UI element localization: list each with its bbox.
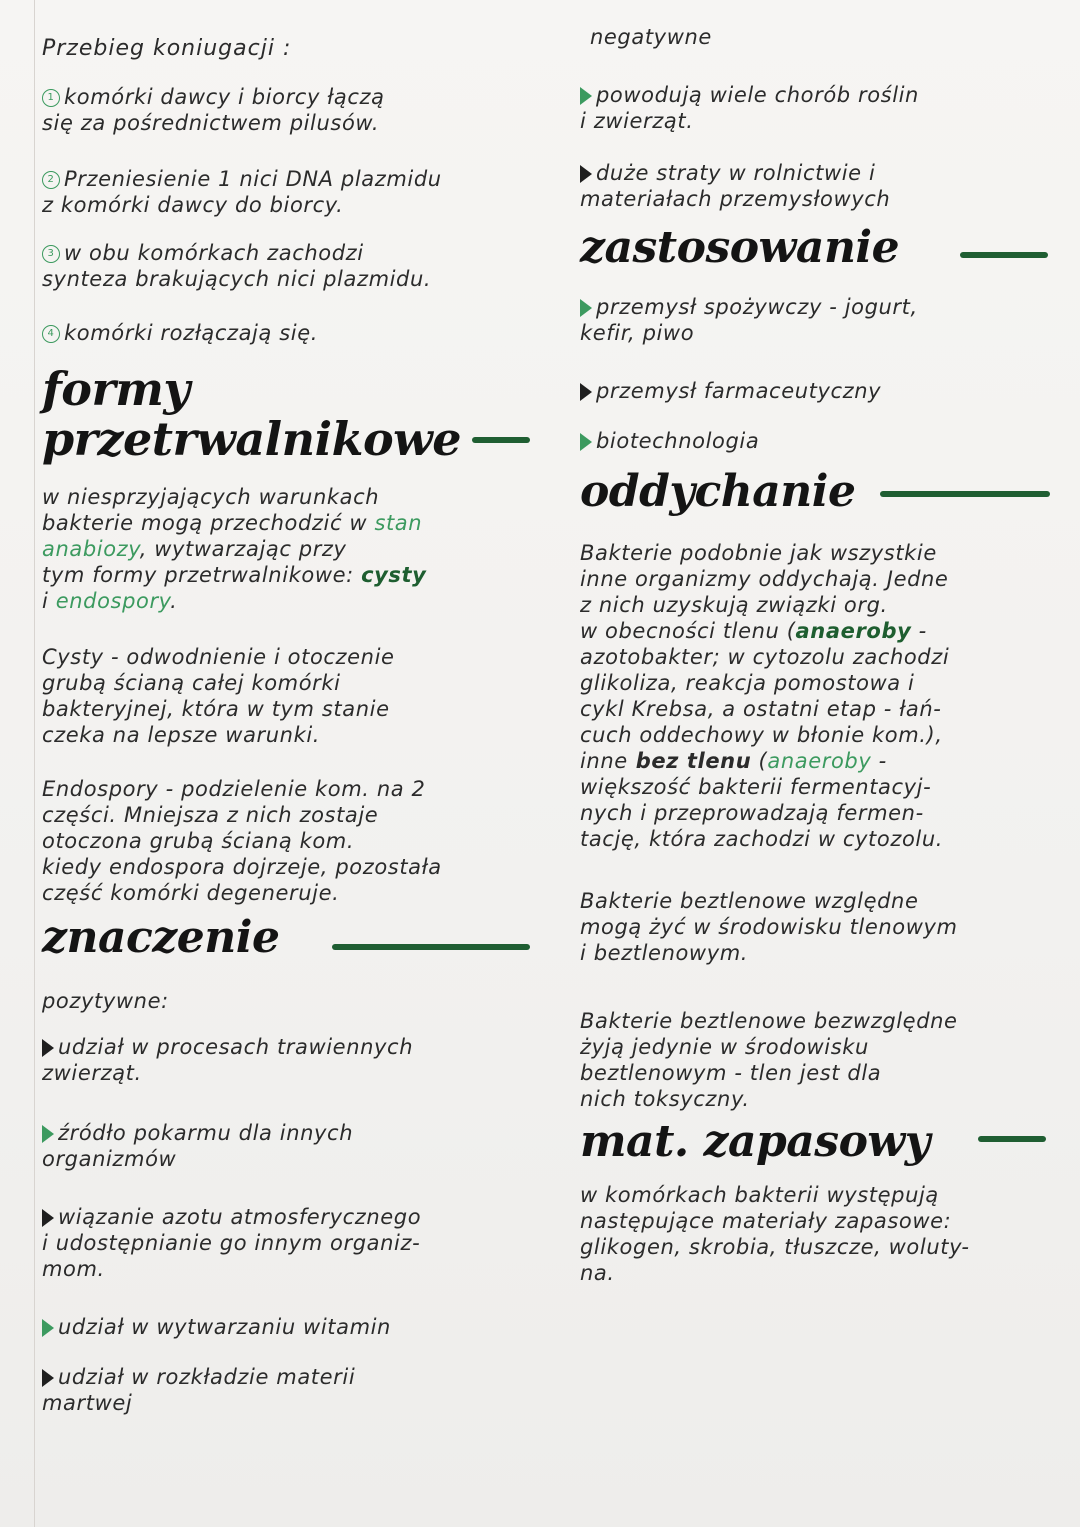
- negatywne-item: duże straty w rolnictwie i materiałach przemysłowych: [580, 161, 891, 211]
- step-text: Przeniesienie 1 nici DNA plazmidu z komórki dawcy do biorcy.: [42, 167, 442, 217]
- anaeroby-term: anaeroby: [795, 619, 912, 643]
- bullet-triangle-icon: [580, 87, 592, 105]
- formy-intro: w niesprzyjających warunkach bakterie mogą przechodzić w stan anabiozy, wytwarzając przy tym formy przetrwalnikowe: cysty i endospory.: [42, 485, 430, 613]
- znaczenie-heading: znaczenie: [42, 912, 280, 963]
- anaeroby-green-term: anaeroby: [767, 749, 872, 773]
- mat-zapasowy-text: w komórkach bakterii występują następujące materiały zapasowe: glikogen, skrobia, tłuszcze, woluty- na.: [580, 1183, 970, 1285]
- formy-heading-line1: formy: [42, 362, 190, 416]
- oddychanie-paragraph-3: Bakterie beztlenowe bezwzględne żyją jedynie w środowisku beztlenowym - tlen jest dla nich toksyczny.: [580, 1009, 958, 1111]
- zastosowanie-item: biotechnologia: [580, 428, 1060, 454]
- pozytywne-item: wiązanie azotu atmosferycznego i udostępnianie go innym organiz- mom.: [42, 1205, 422, 1281]
- step-number: 4: [42, 325, 60, 343]
- step-4: [42, 320, 532, 346]
- oddychanie-paragraph-1: Bakterie podobnie jak wszystkie inne organizmy oddychają. Jedne z nich uzyskują związki org. w obecności tlenu (anaeroby - azotobakter; w cytozolu zachodzi glikoliza, reakcja pomostowa i cykl Krebsa, a ostatni etap - łań- cuch oddechowy w błonie kom.), inne bez tlenu (anaeroby - większość bakterii fermentacyj- nych i przeprowadzają fermen- tację, która zachodzi w cytozolu.: [580, 541, 950, 851]
- formy-heading-line2: przetrwalnikowe: [42, 412, 461, 466]
- zastosowanie-item: przemysł spożywczy - jogurt, kefir, piwo: [580, 295, 918, 345]
- bullet-triangle-icon: [580, 299, 592, 317]
- koniugacja-title-text: Przebieg koniugacji: [42, 36, 275, 61]
- bullet-triangle-icon: [580, 165, 592, 183]
- bullet-triangle-icon: [42, 1209, 54, 1227]
- heading-underline: [332, 944, 530, 950]
- endospory-term: endospory: [55, 589, 171, 613]
- step-text: komórki rozłączają się.: [64, 321, 319, 345]
- bez-tlenu-term: bez tlenu: [627, 749, 752, 773]
- zastosowanie-heading: zastosowanie: [580, 222, 900, 273]
- step-number: 3: [42, 245, 60, 263]
- pozytywne-item: udział w rozkładzie materii martwej: [42, 1365, 356, 1415]
- step-number: 1: [42, 89, 60, 107]
- bullet-triangle-icon: [42, 1039, 54, 1057]
- bullet-triangle-icon: [42, 1319, 54, 1337]
- cysty-term: cysty: [361, 563, 427, 587]
- step-1: [42, 84, 532, 136]
- mat-zapasowy-heading: mat. zapasowy: [580, 1116, 930, 1167]
- oddychanie-paragraph-2: Bakterie beztlenowe względne mogą żyć w środowisku tlenowym i beztlenowym.: [580, 889, 958, 965]
- pozytywne-item: udział w wytwarzaniu witamin: [42, 1314, 532, 1340]
- margin-line: [34, 0, 35, 1527]
- heading-underline: [880, 491, 1050, 497]
- bullet-triangle-icon: [42, 1369, 54, 1387]
- koniugacja-title: Przebieg koniugacji :: [42, 36, 292, 61]
- heading-underline: [960, 252, 1048, 258]
- bullet-triangle-icon: [580, 383, 592, 401]
- negatywne-label: negatywne: [590, 25, 712, 49]
- pozytywne-label: pozytywne:: [42, 989, 169, 1013]
- step-2: [42, 166, 532, 218]
- step-text: w obu komórkach zachodzi synteza brakujących nici plazmidu.: [42, 241, 432, 291]
- anabioza-term: stan anabiozy: [42, 511, 430, 561]
- step-3: [42, 240, 532, 292]
- bullet-triangle-icon: [42, 1125, 54, 1143]
- heading-underline: [472, 437, 530, 443]
- oddychanie-heading: oddychanie: [580, 466, 856, 517]
- step-text: komórki dawcy i biorcy łączą się za pośrednictwem pilusów.: [42, 85, 385, 135]
- pozytywne-item: udział w procesach trawiennych zwierząt.: [42, 1035, 414, 1085]
- pozytywne-item: źródło pokarmu dla innych organizmów: [42, 1121, 354, 1171]
- endospory-definition: Endospory - podzielenie kom. na 2 części. Mniejsza z nich zostaje otoczona grubą ścianą kom. kiedy endospora dojrzeje, pozostała część komórki degeneruje.: [42, 777, 442, 905]
- negatywne-item: powodują wiele chorób roślin i zwierząt.: [580, 83, 919, 133]
- zastosowanie-item: przemysł farmaceutyczny: [580, 378, 1060, 404]
- step-number: 2: [42, 171, 60, 189]
- bullet-triangle-icon: [580, 433, 592, 451]
- heading-underline: [978, 1136, 1046, 1142]
- cysty-definition: Cysty - odwodnienie i otoczenie grubą ścianą całej komórki bakteryjnej, która w tym stanie czeka na lepsze warunki.: [42, 645, 395, 747]
